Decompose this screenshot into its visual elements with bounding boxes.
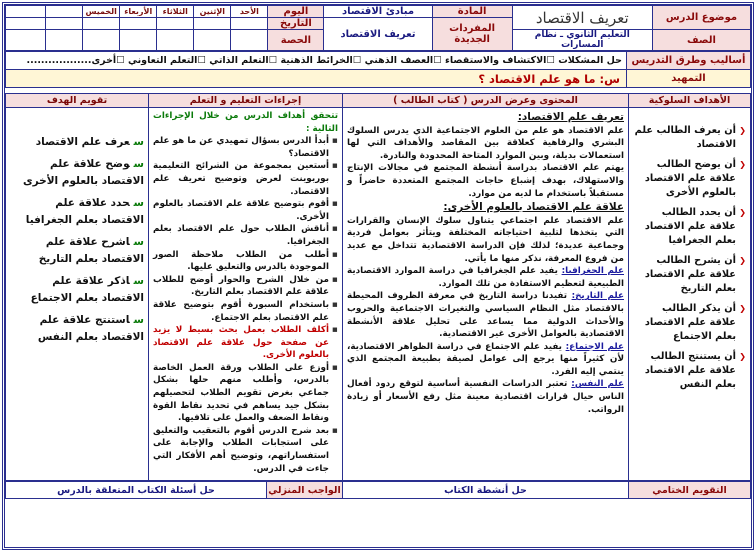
blank-cell	[231, 30, 268, 51]
day-mon: الإثنين	[194, 6, 231, 18]
day-wed: الأربعاء	[120, 6, 157, 18]
question-marker: س	[133, 197, 144, 209]
period-label: الحصة	[268, 30, 324, 51]
content-text: تعتبر الدراسات النفسية أساسية لتوقع ردود أفعال الناس حيال قرارات اقتصادية معينة مثل رفع الأسعار أو زيادة الرواتب.	[347, 379, 624, 415]
content-paragraph: علم الاقتصاد هو علم من العلوم الاجتماعية الذي يدرس السلوك البشري والرفاهية كعلاقة بين المقاصد والأهداف التي لها استعمالات بديلة، وبين الموارد المتاحة المحدودة والنادرة.	[347, 125, 624, 161]
procedure-step: ▪ أستعين بمجموعة من الشرائح التعليمية بوربوينت لعرض وتوضيح تعريف علم الاقتصاد.	[153, 160, 338, 198]
keyword-geography: علم الجغرافيا:	[561, 266, 624, 277]
blank-cell	[46, 30, 83, 51]
evaluation-item	[10, 156, 144, 190]
methods-table	[5, 51, 751, 88]
blank-cell	[157, 18, 194, 30]
content-header: المحتوى وعرض الدرس ( كتاب الطالب )	[343, 94, 629, 108]
lesson-topic-label: موضوع الدرس	[652, 6, 750, 30]
question-marker: س	[133, 158, 144, 170]
objective-item: ❮ أن يوضح الطالب علاقة علم الاقتصاد بالعلوم الأخرى	[633, 158, 746, 200]
subject-value: مبادئ الاقتصاد	[324, 6, 432, 18]
evaluation-item	[10, 195, 144, 229]
content-paragraph	[347, 265, 624, 290]
objectives-header: الأهداف السلوكية	[629, 94, 751, 108]
blank-cell	[6, 18, 46, 30]
content-heading: تعريف علم الاقتصاد:	[517, 111, 624, 123]
objectives-column	[629, 108, 751, 481]
procedure-step: ▪ من خلال الشرح والحوار أوضح للطلاب علاقة علم الاقتصاد بعلم التاريخ.	[153, 274, 338, 299]
content-text: يفيد علم الجغرافيا في دراسة الموارد الاقتصادية الطبيعية لتعظيم الاستفادة من تلك الموارد.	[347, 266, 624, 289]
content-paragraph	[347, 290, 624, 340]
date-label: التاريخ	[268, 18, 324, 30]
content-paragraph	[347, 378, 624, 416]
evaluation-item	[10, 273, 144, 307]
evaluation-item	[10, 312, 144, 346]
blank-cell	[46, 6, 83, 18]
procedure-step: ▪ أناقش الطلاب حول علم الاقتصاد بعلم الجغرافيا.	[153, 223, 338, 248]
lesson-title: تعريف الاقتصاد	[512, 6, 652, 30]
objective-item: ❮ أن يذكر الطالب علاقة علم الاقتصاد بعلم الاجتماع	[633, 302, 746, 344]
blank-cell	[83, 18, 120, 30]
content-column	[343, 108, 629, 481]
evaluation-text: اشرح علاقة علم الاقتصاد بعلم التاريخ	[38, 236, 144, 265]
objective-item: ❮ أن يعرف الطالب علم الاقتصاد	[633, 124, 746, 152]
vocab-label: المفردات الجديدة	[432, 18, 512, 51]
subject-label: المادة	[432, 6, 512, 18]
day-thu: الخميس	[83, 6, 120, 18]
evaluation-text: اذكر علاقة علم الاقتصاد بعلم الاجتماع	[30, 275, 144, 304]
class-value: التعليم الثانوي ـ نظام المسارات	[512, 30, 652, 51]
procedure-step: ▪ أطلب من الطلاب ملاحظة الصور الموجودة بالدرس والتعليق عليها.	[153, 249, 338, 274]
main-table	[5, 93, 751, 481]
day-label: اليوم	[268, 6, 324, 18]
day-sun: الأحد	[231, 6, 268, 18]
question-marker: س	[133, 236, 144, 248]
vocab-value: تعريف الاقتصاد	[324, 18, 432, 51]
keyword-sociology: علم الاجتماع:	[565, 341, 624, 352]
evaluation-header: تقويم الهدف	[6, 94, 149, 108]
procedures-column	[149, 108, 343, 481]
blank-cell	[194, 30, 231, 51]
content-text: تفيدنا دراسة التاريخ في معرفة الظروف المحيطة بالاقتصاد مثل النظام السياسي والتغيرات الاجتماعية والحروب والأحداث الدولية مما يساعد على تحليل علاقة الأنشطة الاقتصادية بالعوامل الأخرى غير الاقتصادية.	[347, 291, 624, 340]
lesson-plan-sheet	[2, 2, 754, 550]
evaluation-column	[6, 108, 149, 481]
blank-cell	[157, 30, 194, 51]
keyword-psychology: علم النفس:	[571, 379, 624, 390]
keyword-history: علم التاريخ:	[571, 291, 625, 302]
blank-cell	[83, 30, 120, 51]
procedure-step: ▪ أقوم بتوضيح علاقة علم الاقتصاد بالعلوم الأخرى.	[153, 198, 338, 223]
day-tue: الثلاثاء	[157, 6, 194, 18]
blank-cell	[231, 18, 268, 30]
methods-label: أساليب وطرق التدريس	[627, 52, 751, 70]
content-paragraph	[347, 341, 624, 379]
blank-cell	[194, 18, 231, 30]
content-paragraph: يهتم علم الاقتصاد بدراسة أنشطة المجتمع في مجالات الإنتاج والاستهلاك، بهدف إشباع حاجات المجتمع المتعددة حاضراً و مستقبلاً باستخدام ما لديه من موارد.	[347, 163, 624, 199]
blank-cell	[6, 30, 46, 51]
procedure-step: ▪ أوزع على الطلاب ورقة العمل الخاصة بالدرس، وأطلب منهم حلها بشكل جماعي بغرض تقويم الطلاب لتحصيلهم بشكل جيد يساهم في تحديد نقاط القوة ونقاط الضعف والعمل على تلافيها.	[153, 362, 338, 425]
question-marker: س	[133, 275, 144, 287]
procedure-step: ▪ أبدأ الدرس بسؤال تمهيدي عن ما هو علم الاقتصاد؟	[153, 135, 338, 160]
evaluation-text: حدد علاقة علم الاقتصاد بعلم الجغرافيا	[25, 197, 144, 226]
question-marker: س	[133, 136, 144, 148]
blank-cell	[6, 6, 46, 18]
procedures-intro: تتحقق أهداف الدرس من خلال الإجراءات التالية :	[153, 111, 338, 134]
evaluation-item	[10, 234, 144, 268]
evaluation-text: عرف علم الاقتصاد	[35, 136, 130, 148]
evaluation-text: استنتج علاقة علم الاقتصاد بعلم النفس	[37, 314, 144, 343]
procedure-step: ▪ بعد شرح الدرس أقوم بالتعقيب والتعليق على استجابات الطلاب والإجابة على استفساراتهم، وتوضيح أهم الأفكار التي جاءت في الدرس.	[153, 425, 338, 475]
header-table	[5, 5, 751, 51]
content-text: يفيد علم الاجتماع في دراسة الظواهر الاقتصادية، لأن كثيراً منها يرجع إلى عوامل لصيقة بطبيعة المجتمع الذي ينتمي إليه الفرد.	[347, 341, 624, 377]
objective-item: ❮ أن يستنتج الطالب علاقة علم الاقتصاد بعلم النفس	[633, 350, 746, 392]
evaluation-text: وضح علاقة علم الاقتصاد بالعلوم الأخرى	[22, 158, 144, 187]
objective-item: ❮ أن يحدد الطالب علاقة علم الاقتصاد بعلم الجغرافيا	[633, 206, 746, 248]
final-eval-label: التقويم الختامي	[629, 482, 751, 499]
blank-cell	[120, 30, 157, 51]
procedures-header: إجراءات التعليم و التعلم	[149, 94, 343, 108]
footer-table	[5, 481, 751, 499]
intro-label: التمهيد	[627, 70, 751, 88]
content-heading: علاقة علم الاقتصاد بالعلوم الأخرى:	[443, 201, 624, 214]
homework-label: الواجب المنزلي	[267, 482, 343, 499]
class-label: الصف	[652, 30, 750, 51]
question-marker: س	[133, 314, 144, 326]
objective-item: ❮ أن يشرح الطالب علاقة علم الاقتصاد بعلم التاريخ	[633, 254, 746, 296]
homework-value: حل أسئلة الكتاب المتعلقة بالدرس	[6, 482, 267, 499]
intro-question: س: ما هو علم الاقتصاد ؟	[6, 70, 627, 88]
procedure-step: ▪ باستخدام السبورة أقوم بتوضيح علاقة علم الاقتصاد بعلم الاجتماع.	[153, 299, 338, 324]
evaluation-item	[10, 134, 144, 151]
blank-cell	[46, 18, 83, 30]
methods-value: حل المشكلات ☐الاكتشاف والاستقصاء ☐العصف الذهني ☐الخرائط الذهنية ☐التعلم الذاتي ☐التعلم التعاوني ☐أخرى..................	[6, 52, 627, 70]
content-paragraph: علم الاقتصاد علم اجتماعي يتناول سلوك الإنسان والقرارات التي يتخذها لتلبية احتياجاته المختلفة ويتأثر بعوامل فردية وجماعية عديدة؛ لذلك فإن الدراسة الاقتصادية تتداخل مع عديد من فروع المعرفة، نذكر منها ما يأتي.	[347, 215, 624, 264]
final-eval-value: حل أنشطة الكتاب	[343, 482, 629, 499]
procedure-step: ▪ أكلف الطلاب بعمل بحث بسيط لا يزيد عن صفحة حول علاقة علم الاقتصاد بالعلوم الأخرى.	[153, 324, 338, 362]
blank-cell	[120, 18, 157, 30]
